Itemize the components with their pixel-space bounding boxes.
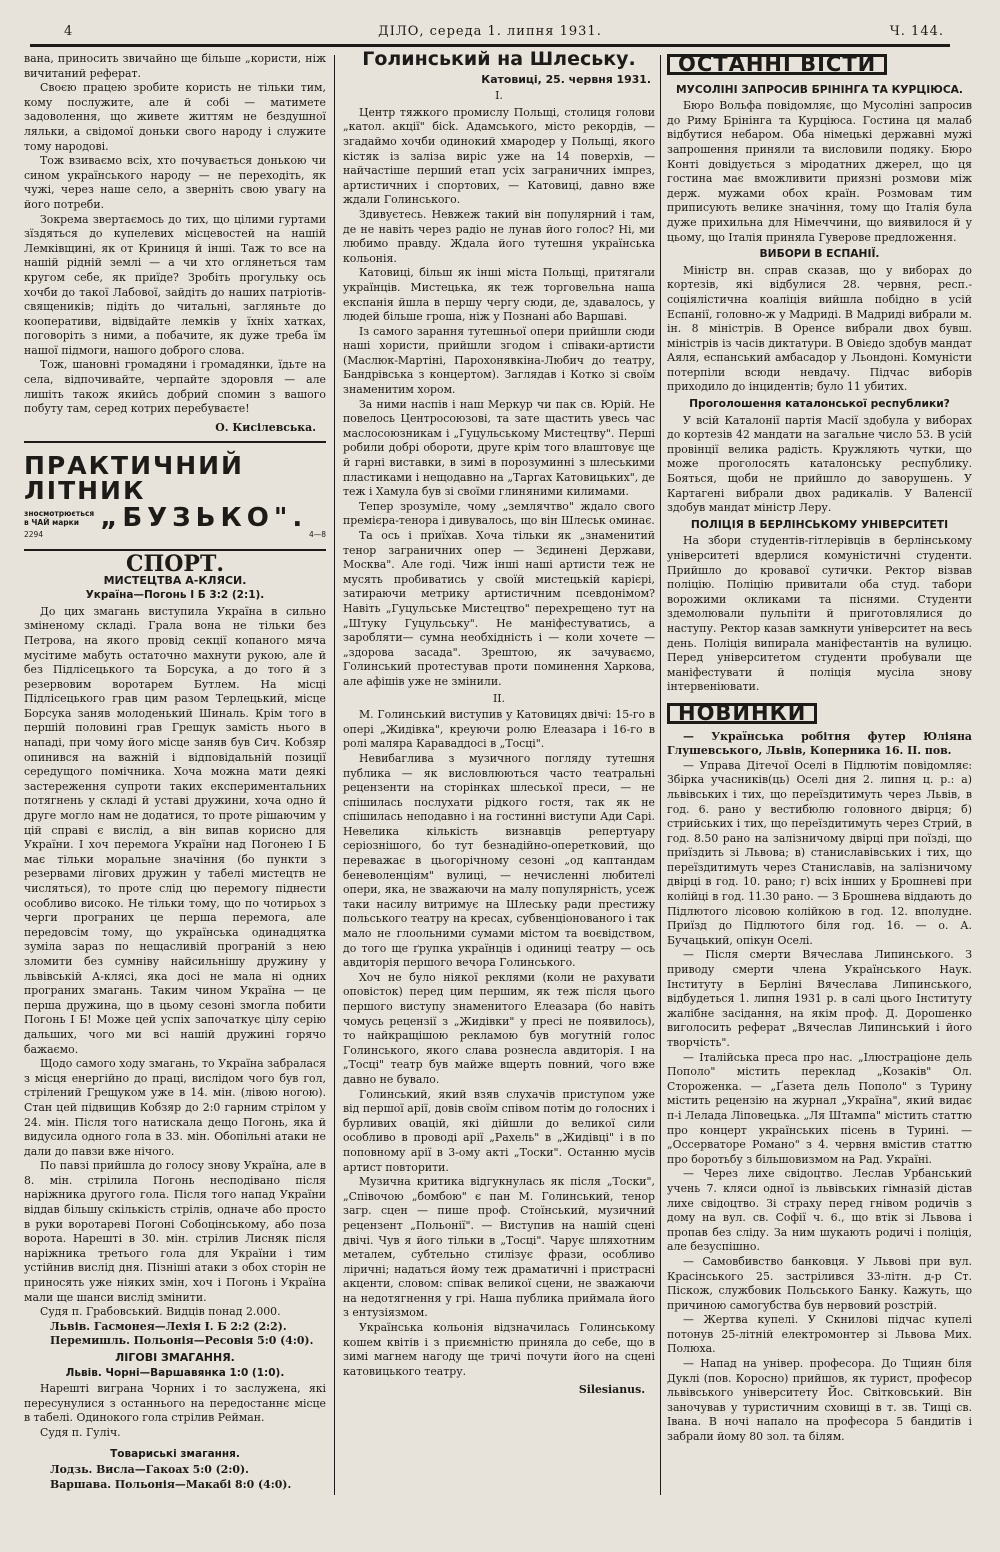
article-paragraph: Своєю працею зробите користь не тільки тим, кому послужите, але й собі — матимете задоволення, що живете життям не бездушної ляльки, а свідомої доньки свого народу і служите тому народові. [24, 81, 326, 153]
referee-line: Судя п. Гуліч. [40, 1425, 121, 1439]
ad-code: 4—8 [308, 530, 326, 540]
match-heading: Україна—Погонь І Б 3:2 (2:1). [85, 589, 265, 602]
news-item: — Італійська преса про нас. „Ілюстраціоне дель Пополо" містить переклад „Козаків" Ол. Стороженка. — „Ґазета дель Пополо" з Турину містить рецензію на журнал „Україна", який видає п-і Лелада Ліповецька. „Ля Штампа" містить статтю про концерт українських пісень в Турині. — „Оссерваторе Романо" з 4. червня вмістив статтю про боротьбу з більшовизмом на Рад. Україні. [667, 1050, 972, 1166]
article-paragraph: Невибаглива з музичного погляду тутешня публика — як висловлюються часто театральні рецензенти на сторінках шлеської преси, — не спішилась послухати рідкого гостя, так як не спішилась неподавно і на гостинні виступи Ади Сарі. Невелика кількість визнавців репертуару серіознішого, бо тут безнадійно-оперетковий, що переважає в цьогорічному сезоні „од каптандам беневоленціям" вулиці, — нечисленні любителі опери, яка, не зважаючи на малу популярність, усеж таки насилу витримує на Шлеську ради престижу польського театру на кресах, субвенціонованого і так мало не глоольними сумами містом та воєвідством, до того ще ґрупка українців і одиниці театру — ось авдиторія першого вечора Голинського. [343, 751, 655, 970]
column-rule-left [334, 55, 335, 1495]
article-paragraph: Нарешті вигранa Чорних і то заслужена, які пересунулися з останнього на передостаннє місце в табелі. Одинокого гола стрілив Рейман. [24, 1382, 326, 1425]
news-item: — Після смерти Вячеслава Липинського. З приводу смерти члена Українського Наук. Інституту в Берліні Вячеслава Липинського, відбудеться 1. липня 1931 р. в салі цього Інституту жалібне засідання, на якім проф. Д. Дорошенко виголосить реферат „Вячеслав Липинський і його творчість". [667, 948, 972, 1049]
ad-small-text: зносмотрюється [24, 509, 95, 519]
column-2 [343, 48, 655, 1400]
article-paragraph: Музична критика відгукнулась як після „Тоски", „Співочою „бомбою" є пан М. Голинський, тенор загр. сцен — пише проф. Стоїнський, музичний рецензент „Польонії". — Виступив на нашій сцені двічі. Чув я його тільки в „Тосці". Чарує шляхотним металем, субтельно стилізує фрази, особливо ліричні; надаться йому теж драматичні і пристрасні акценти, словом: співак великої сцени, не зважаючи на недотягнення у грі. Наша публика приймала його з ентузіязмом. [343, 1175, 655, 1320]
news-heading: ПОЛІЦІЯ В БЕРЛІНСЬКОМУ УНІВЕРСИТЕТІ [690, 517, 949, 531]
masthead: ДІЛО, середа 1. липня 1931. [378, 24, 602, 39]
match-result: Варшава. Польонія—Макабі 8:0 (4:0). [50, 1477, 292, 1491]
news-heading: Проголошення каталонської республики? [689, 397, 950, 411]
match-result: Перемишль. Польонія—Ресовія 5:0 (4:0). [50, 1334, 314, 1348]
article-paragraph: Тож взиваємо всіх, хто почувається донькою чи сином українського народу — не переходіть, як чужі, через наше село, а зверніть свою увагу на його потреби. [24, 154, 326, 211]
article-paragraph: Здивуєтесь. Невжеж такий він популярний і там, де не навіть через радіо не лунав його голос? Ні, ми любимо правду. Ждала його тутешня українська кольонія. [343, 207, 655, 265]
column-1 [24, 52, 326, 1492]
part-number: II. [492, 691, 506, 705]
article-paragraph: По павзі прийшла до голосу знову Україна, але в 8. мін. стрілила Погонь несподівано після наріжника другого гола. Після того напад України віддав більшу скількість стрілів, одначе або просто в руки воротареві Погоні Собоцінському, або поза ворота. Нарешті в 30. мін. стрілив Лисняк після наріжника третього гола для України і тим устійнив вислід дня. Пізніші атаки з обох сторін не приносять уже ніяких змін, хоч і Погонь і Україна мали ще шанси вислід змінити. [24, 1159, 326, 1304]
article-paragraph: За ними наспів і наш Меркур чи пак св. Юрій. Не повелось Центросоюзові, та зате щастить увесь час маслосоюзникам і „Гуцульському Мистецтву". Перші робили добрі обороти, друге крім того влаштовує ще й гарні виставки, в зимі в порозуминні з шлеськими пластиками і нещодавно на „Таргах Катовицьких", де теж і Хамула був зі своїми глиняними килимами. [343, 397, 655, 499]
article-paragraph: Катовиці, більш як інші міста Польщі, притягали українців. Мистецька, як теж торговельна наша експанія йшла в першу чергу сюди, де, здавалось, у людей більше гроша, ніж у Познані або Варшаві. [343, 266, 655, 324]
match-heading: Львів. Чорні—Варшавянка 1:0 (1:0). [65, 1366, 285, 1379]
tea-advertisement [24, 449, 326, 543]
news-paragraph: Міністр вн. справ сказав, що у виборах до кортезів, які відбулися 28. червня, респ.-соціялістична коаліція вийшла побідно в усій Еспанії, головно-ж у Мадриді. В Мадриді вибрали м. ін. 8 міністрів. В Оренсе вибрали двох бувш. міністрів із часів диктатури. В Овієдо здобув мандат Аяля, еспанський амбасадор у Льондоні. Комуністи потерпіли всюди невдачу. Підчас виборів приходило до інцидентів; було 11 убитих. [667, 263, 972, 394]
match-result: Львів. Гасмонея—Лехія І. Б 2:2 (2:2). [50, 1319, 287, 1333]
author-signature: Silesianus. [578, 1383, 645, 1397]
news-paragraph: У всій Каталонії партія Масії здобула у виборах до кортезів 42 мандати на загальне число 53. В усій провінції велика радість. Кружляють чутки, що може проголосять каталонську республику. Бояться, щоби не прийшло до заворушень. У Картагені вибрали двох радикалів. У Валенсії здобув мандат міністр Леру. [667, 413, 972, 515]
article-title: Голинський на Шлеську. [362, 48, 636, 70]
article-paragraph: Із самого зарання тутешньої опери прийшли сюди наші хористи, прийшли згодом і співаки-артисти (Маслюк-Мартіні, Парохонявкіна-Любич до театру, Бандрівська з концертом). Заглядав і Котко зі своїм знаменитим хором. [343, 324, 655, 397]
dateline: Катовиці, 25. червня 1931. [481, 72, 651, 86]
article-paragraph: Щодо самого ходу змагань, то Україна забралася з місця енергійно до праці, вислідом чого був гол, стрілений Грещуком уже в 14. мін. (лівою ногою). Стан цей підвищив Кобзяр до 2:0 гарним стрілом у 24. мін. Після того натискала дещо Погонь, яка й видусила одного гола в 33. мін. Обопільні атаки не дали до павзи вже нічого. [24, 1057, 326, 1158]
article-paragraph: Центр тяжкого промислу Польщі, столиця голови „катол. акції" бісk. Адамського, місто рекордів, — згадаймо хочби одинокий хмародер у Польщі, якого кістяк із заліза виріс уже на 14 поверхів, — найчастіше перший етап усіх заграничних імпрез, артистичних і спортових, — Катовиці, давно вже ждали Голинського. [343, 105, 655, 207]
ad-brand: „БУЗЬКО". [100, 503, 308, 534]
article-paragraph: Українська кольонія відзначилась Голинському кошем квітів і з приємністю приняла до себе, що в зимі магнем нагоду ще тричі почути його на сцені катовицького театру. [343, 1321, 655, 1378]
article-paragraph: Тож, шановні громадяни і громадянки, їдьте на села, відпочивайте, черпайте здоровля — але лишіть також якийсь добрий спомин з вашого побуту там, серед котрих перебуваєте! [24, 358, 326, 416]
ad-small-text: в ЧАЙ марки [24, 518, 80, 528]
news-item: — Через лихе свідоцтво. Леслав Урбанський учень 7. кляси одної із львівських гімназій дістав лихе свідоцтво. Зі страху перед гнівом родичів з дому на вул. св. Софії ч. 6., що втік зі Львова і пропав без сліду. За ним шукають родичі і поліція, але безуспішно. [667, 1167, 972, 1254]
news-heading: МУСОЛІНІ ЗАПРОСИВ БРІНІНГА ТА КУРЦІЮСА. [675, 82, 963, 96]
article-paragraph: М. Голинський виступив у Катовицях двічі: 15-го в опері „Жидівка", креуючи ролю Елеазара і 16-го в ролі маляра Караваддосі в „Тосці". [343, 708, 655, 751]
article-paragraph: вана, приносить звичайно ще більше „користи, ніж вичитаний реферат. [24, 52, 326, 80]
issue-number: Ч. 144. [889, 24, 944, 39]
article-paragraph: Голинський, який взяв слухачів приступом уже від першої арії, довів своїм співом потім до голосних і бурливих овацій, які дійшли до великої сили особливо в проводі арії „Рахель" в „Жидівці" і в по поповному арії в 3-ому акті „Тоски". Останню мусів артист повторити. [343, 1087, 655, 1174]
section-title-sport: СПОРТ. [125, 550, 225, 577]
author-signature: О. Кисілевська. [215, 420, 316, 434]
sport-subheading: ЛІГОВІ ЗМАГАННЯ. [115, 1351, 235, 1364]
ad-headline: ПРАКТИЧНИЙ ЛІТНИК [24, 451, 244, 506]
page-header [30, 20, 950, 47]
sport-subheading: Товариські змагання. [110, 1447, 240, 1460]
column-3 [667, 52, 972, 1445]
part-number: I. [495, 89, 503, 103]
column-rule-right [660, 55, 661, 1495]
news-heading: ВИБОРИ В ЕСПАНІЇ. [759, 247, 880, 261]
news-item: — Самовбивство банковця. У Львові при вул. Красінського 25. застрілився 33-літн. д-р Ст. Піскож, службовик Польського Банку. Кажуть, що причиною самогубства був нервовий розстрій. [667, 1254, 972, 1312]
news-item: — Напад на універ. професора. До Тщиян біля Дуклі (пов. Коросно) прийшов, як турист, професор львівського університету Йос. Світковський. Він заночував у туристичним сховищі в т. зв. Тищі св. Івана. В ночі напало на професора 5 бандитів і забрали йому 80 зол. та білям. [667, 1357, 972, 1444]
section-banner-latest-news: ОСТАННІ ВІСТИ [667, 54, 887, 75]
news-item: — Українська робітня футер Юліяна Глушевського, Львів, Коперника 16. II. пов. [667, 729, 972, 758]
news-item: — Управа Дітечої Оселі в Підлютім повідомляє: Збірка учасників(ць) Оселі дня 2. липня ц. р.: а) львівських і тих, що переїздитимуть через Львів, в год. 6. рано у вестибюлю головного двірця; б) стрийських і тих, що переїздитимуть через Стрий, в год. 8.50 рано на залізничому двірці при поїзді, що приїздить зі Львова; в) станиславівських і тих, що переїздитимуть через Станиславів, на залізничому двірці в год. 10. рано; г) всіх інших у Брошневі при колійці в год. 11.30 рано. — З Брошнева віддають до Підлютого лісовою колійкою в год. 12. вполудне. Приїзд до Підлютого біля год. 16. — о. А. Бучацький, опікун Оселі. [667, 758, 972, 947]
divider [24, 441, 326, 443]
article-paragraph: Хоч не було ніякої реклями (коли не рахувати оповісток) перед цим першим, як теж після цього першого виступу знаменитого Елеазара (бо навіть чомусь рецензії з „Жидівки" у пресі не появилось), то найкращішою рекламою був могутній голос Голинського, якого слава рознесла авдиторія. І на „Тосці" театр був майже вщерть повний, чого вже давно не бувало. [343, 970, 655, 1086]
ad-code: 2294 [24, 530, 44, 540]
article-paragraph: Та ось і приїхав. Хоча тільки як „знаменитий тенор заграничних опер — Зєдинені Держави, Москва". Але годі. Чиж інші наші артисти теж не мусять пробиватись у своїй мистецькій карієрі, затираючи метрику артистичним псевдонімом? Навіть „Гуцульське Мистецтво" перехрещено тут на „Штуку Гуцульську". Не маніфестуватись, а заробляти— сумна необхідність і — коли хочете — „здорова засада". Зрештою, як зачуваємо, Голинський протестував проти поминення Харкова, але афішів уже не змінили. [343, 529, 655, 688]
article-paragraph: Зокрема звертаємось до тих, що цілими гуртами зїздяться до купелевих місцевостей на нашій Лемківщині, як от Криниця й інші. Таж то все на нашій рідній землі — а чи хто оглянеться там кругом себе, як приїде? Зробіть прогульку ось хочби до такої Лабової, зайдіть до наших патріотів-священиків; підіть до читальні, загляньте до кооперативи, відвідайте лемків у їхніх хатках, поговоріть з ними, а побачите, як дуже треба їм нашої підмоги, нашого доброго слова. [24, 212, 326, 357]
page-number: 4 [64, 24, 74, 39]
news-paragraph: На збори студентів-гітлерівців в берлінському університеті вдерлися комуністичні студенти. Прийшло до кровавої сутички. Ректор візвав поліцію. Поліцію привитали оба студ. табори ворожими окликами та піснями. Студенти здемолювали пульпіти й приготовлялися до наступу. Ректор казав замкнути університет на весь день. Поліція випирала маніфестантів на вулицю. Перед університетом студенти пробували ще маніфестувати й поліція мусіла знову інтервеніювати. [667, 534, 972, 694]
referee-line: Судя п. Грабовський. Видців понад 2.000. [40, 1305, 281, 1319]
match-result: Лодзь. Висла—Гакоах 5:0 (2:0). [50, 1463, 249, 1477]
sport-subheading: МИСТЕЦТВА А-КЛЯСИ. [103, 573, 247, 587]
article-paragraph: Тепер зрозуміле, чому „землячтво" ждало свого премієра-тенора і дивувалось, що він Шлеськ оминає. [343, 499, 655, 528]
article-paragraph: До цих змагань виступила Україна в сильно зміненому складі. Грала вона не тільки без Петрова, на якого провід секції копаного мяча мусітиме мабуть остаточно махнути рукою, але й без Підлісецького та Борсука, а до того й з резервовим воротарем Бутлем. На місці Підлісецького грав цим разом Терлецький, місце Борсука заняв молоденький Шиналь. Крім того в першій половині грав Грещук замість нього в нападі, при чому його місце заняв був Сич. Кобзяр опинився на важній і відповідальній позиції середущого помічника. Хоча можна мати деякі застереження супроти таких експериментальних потягнень у складі й уставі дружини, хоча одно й друге могло нам не додатися, то проте рішаючим у цій справі є вислід, а він випав корисно для України. І хоч перемога України над Погонею І Б має тільки моральне значіння (бо пункти з резервами лігових дружин у табелі мистецтв не числяться), то проте слід цю перемогу піднести особливо високо. Не тільки тому, що по чотирьох з черги програних це перша перемога, але передовсім тому, що українська одинадцятка зуміла зараз по нещасливій програній з нею зломити без сумніву найсильнішу дружину у львівській А-клясі, яка досі не мала ні одних програних змагань. Таким чином Україна — це перша дружина, що в цьому сезоні змогла побити Погонь І Б! Може цей успіх започаткує цілу серію дальших, чого ми всі нашій дружині горячо бажаємо. [24, 604, 326, 1056]
news-paragraph: Бюро Вольфа повідомляє, що Мусоліні запросив до Риму Брінінга та Курціюса. Гостина ця малаб відбутися небаром. Оба німецькі державні мужі запрошення приняли та висловили подяку. Бюро Конті довідується з міродатних джерел, що ця гостина має вможливити приязні розмови між держ. мужами обох країн. Розмовам тим приписують велике значіння, тому що Італія була дуже прихильна для Німеччини, що виявилося й у цьому, що Італія приняла Гуверове предложення. [667, 99, 972, 244]
news-item: — Жертва купелі. У Скнилові підчас купелі потонув 25-літній електромонтер зі Львова Мих. Полюха. [667, 1313, 972, 1356]
section-banner-novelties: НОВИНКИ [667, 703, 817, 724]
